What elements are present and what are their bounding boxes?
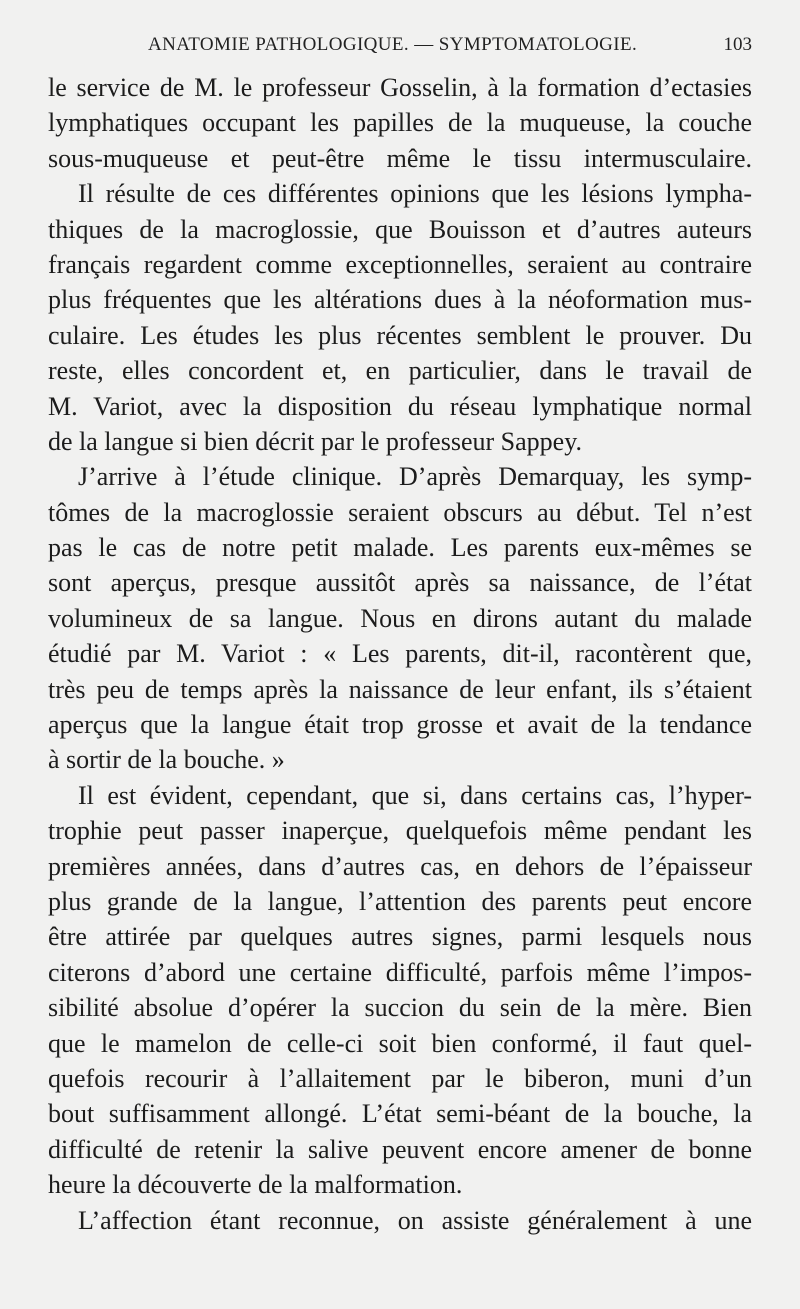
text-line: tômes de la macroglossie seraient obscurs au début. Tel n’est bbox=[48, 497, 752, 527]
text-line: culaire. Les études les plus récentes semblent le prouver. Du bbox=[48, 320, 752, 350]
text-line: Il résulte de ces différentes opinions que les lésions lympha- bbox=[78, 179, 752, 209]
text-line: citerons d’abord une certaine difficulté, parfois même l’impos- bbox=[48, 957, 752, 987]
running-title: ANATOMIE PATHOLOGIQUE. — SYMPTOMATOLOGIE. bbox=[148, 34, 638, 55]
text-line: de la langue si bien décrit par le professeur Sappey. bbox=[48, 426, 583, 456]
text-line: plus fréquentes que les altérations dues à la néoformation mus- bbox=[48, 285, 752, 315]
text-line: quefois recourir à l’allaitement par le biberon, muni d’un bbox=[48, 1063, 752, 1093]
text-line: plus grande de la langue, l’attention des parents peut encore bbox=[48, 886, 752, 916]
text-line: reste, elles concordent et, en particulier, dans le travail de bbox=[48, 356, 752, 386]
text-line: aperçus que la langue était trop grosse et avait de la tendance bbox=[48, 710, 752, 740]
text-line: J’arrive à l’étude clinique. D’après Demarquay, les symp- bbox=[78, 462, 752, 492]
text-line: Il est évident, cependant, que si, dans certains cas, l’hyper- bbox=[78, 780, 752, 810]
text-line: français regardent comme exceptionnelles, seraient au contraire bbox=[48, 249, 752, 279]
text-line: premières années, dans d’autres cas, en dehors de l’épaisseur bbox=[48, 851, 752, 881]
text-line: être attirée par quelques autres signes, parmi lesquels nous bbox=[48, 922, 752, 952]
text-line: sont aperçus, presque aussitôt après sa naissance, de l’état bbox=[48, 568, 752, 598]
text-line: lymphatiques occupant les papilles de la muqueuse, la couche bbox=[48, 108, 752, 138]
text-line: étudié par M. Variot : « Les parents, dit-il, racontèrent que, bbox=[48, 639, 752, 669]
text-line: difficulté de retenir la salive peuvent encore amener de bonne bbox=[48, 1134, 752, 1164]
text-line: que le mamelon de celle-ci soit bien conformé, il faut quel- bbox=[48, 1028, 752, 1058]
text-line: pas le cas de notre petit malade. Les parents eux-mêmes se bbox=[48, 533, 752, 563]
text-line: L’affection étant reconnue, on assiste généralement à une bbox=[78, 1205, 752, 1235]
text-line: thiques de la macroglossie, que Bouisson et d’autres auteurs bbox=[48, 214, 752, 244]
body-text bbox=[48, 70, 752, 1238]
text-line: sibilité absolue d’opérer la succion du sein de la mère. Bien bbox=[48, 993, 752, 1023]
text-line: le service de M. le professeur Gosselin, à la formation d’ectasies bbox=[48, 73, 752, 102]
text-line: M. Variot, avec la disposition du réseau lymphatique normal bbox=[48, 391, 752, 421]
text-line: à sortir de la bouche. » bbox=[48, 745, 285, 775]
text-line: trophie peut passer inaperçue, quelquefois même pendant les bbox=[48, 816, 752, 846]
page-header bbox=[48, 34, 752, 64]
text-line: volumineux de sa langue. Nous en dirons autant du malade bbox=[48, 603, 752, 633]
page-number: 103 bbox=[723, 34, 752, 55]
text-line: bout suffisamment allongé. L’état semi-béant de la bouche, la bbox=[48, 1099, 752, 1129]
text-line: sous-muqueuse et peut-être même le tissu intermusculaire. bbox=[48, 143, 752, 173]
text-line: heure la découverte de la malformation. bbox=[48, 1170, 463, 1200]
text-line: très peu de temps après la naissance de leur enfant, ils s’étaient bbox=[48, 674, 752, 704]
